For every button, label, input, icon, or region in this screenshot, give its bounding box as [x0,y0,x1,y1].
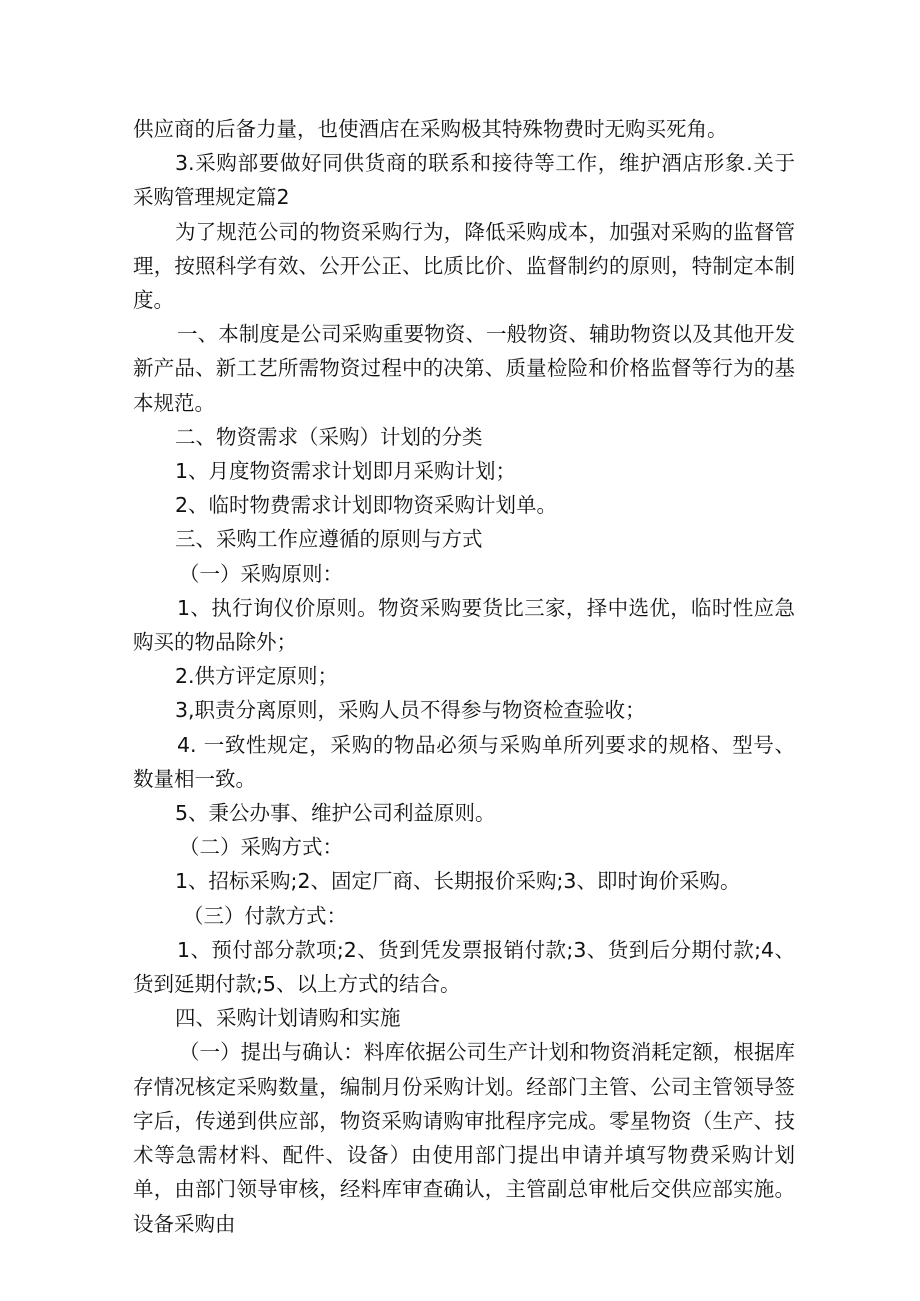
list-item: 1、执行询仪价原则。物资采购要货比三家，择中选优，临时性应急购买的物品除外； [133,595,795,655]
list-item: 1、招标采购;2、固定厂商、长期报价采购;3、即时询价采购。 [175,869,741,894]
list-item: 1、月度物资需求计划即月采购计划； [175,459,517,484]
list-item: 4. 一致性规定，采购的物品必须与采购单所列要求的规格、型号、数量相一致。 [133,732,795,791]
subsection-heading: （一）采购原则： [179,561,343,586]
list-item: 2、临时物费需求计划即物资采购计划单。 [175,493,558,518]
list-item: 3,职责分离原则，采购人员不得参与物资检查验收； [175,698,646,723]
paragraph-body: （一）提出与确认：料库依据公司生产计划和物资消耗定额，根据库存情况核定采购数量，编制月份采购计划。经部门主管、公司主管领导签字后，传递到供应部，物资采购请购审批程序完成。零星物资（生产、技术等急需材料、配件、设备）由使用部门提出申请并填写物费采购计划单，由部门领导审核，经料库审查确认，主管副总审枇后交供应部实施。设备采购由 [133,1040,795,1236]
subsection-heading: （二）采购方式： [179,835,343,860]
paragraph-continuation: 供应商的后备力量，也使酒店在采购极其特殊物费时无购买死角。 [133,117,728,141]
section-three-heading: 三、采购工作应遵循的原则与方式 [175,527,483,552]
list-item: 1、预付部分款项;2、货到凭发票报销付款;3、货到后分期付款;4、货到延期付款;5、以上方式的结合。 [133,937,795,997]
paragraph-item-3: 3.采购部要做好同供货商的联系和接待等工作，维护酒店形象.关于采购管理规定篇2 [133,151,795,210]
list-item: 5、秉公办事、维护公司利益原则。 [175,801,496,826]
document-body [133,112,795,1241]
section-one: 一、本制度是公司采购重要物资、一般物资、辅助物资以及其他开发新产品、新工艺所需物资过程中的决第、质量检险和价格监督等行为的基本规范。 [133,322,795,415]
list-item: 2.供方评定原则； [175,664,339,689]
paragraph-intro: 为了规范公司的物资采购行为，降低采购成本，加强对采购的监督管理，按照科学有效、公开公正、比质比价、监督制约的原则，特制定本制度。 [133,219,795,313]
subsection-heading: （三）付款方式： [183,903,347,928]
section-two-heading: 二、物资需求（采购）计划的分类 [175,424,483,449]
section-four-heading: 四、采购计划请购和实施 [175,1006,401,1031]
